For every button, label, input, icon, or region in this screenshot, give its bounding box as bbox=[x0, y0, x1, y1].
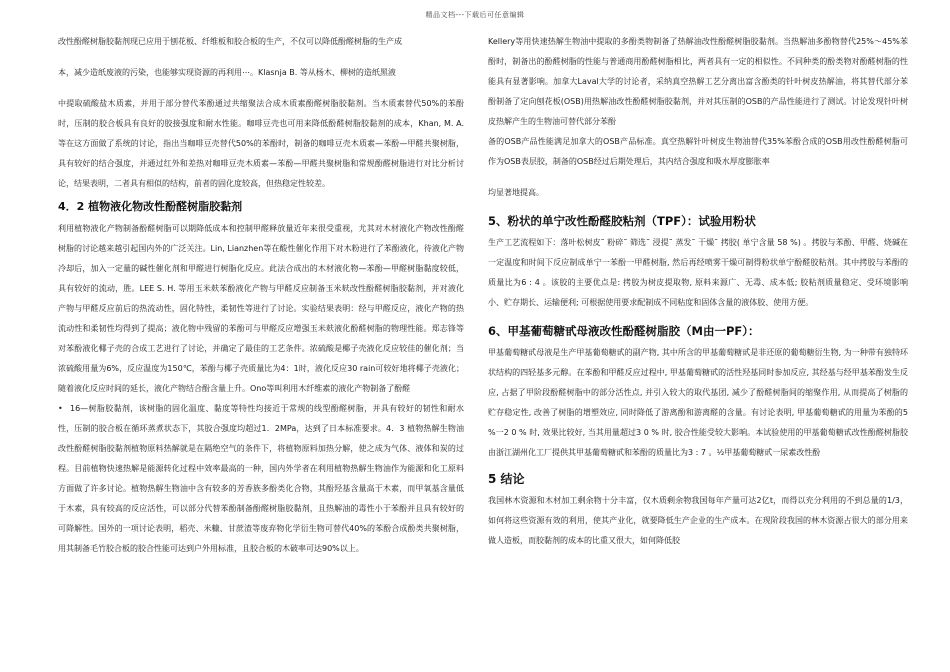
intro-paragraph-body: 中提取硫酸盐木质素，并用于部分替代苯酚通过共缩聚法合成木质素酚醛树脂胶黏剂。当木质素替代50%的苯酚时，压制的胶合板具有良好的胶接强度和耐水性能。咖啡豆壳也可用来降低酚醛树脂胶黏剂的成本，Khan, M. A. 等在这方面做了系统的讨论，指出当咖啡豆壳替代50%的苯酚时，制备的咖啡豆壳木质素—苯酚—甲醛共聚树脂，具有较好的结合强度，并通过红外和差热对咖啡豆壳木质素—苯酚—甲醛共聚树脂和常规酚醛树脂进行对比分析讨论，结果表明，二者具有相似的结构，前者的固化度较高，但热稳定性较差。 bbox=[58, 99, 464, 188]
intro-paragraph-line-2: 本，减少造纸废液的污染，也能够实现资源的再利用⋯。Klasnja B. 等从杨木、柳树的造纸黑液 bbox=[58, 68, 396, 77]
bullet-paragraph bbox=[58, 399, 464, 559]
bullet-mark: • bbox=[58, 404, 63, 413]
bullet-paragraph-text: 16—树脂胶黏剂，该树脂的固化温度、黏度等特性均接近于常规的线型酚醛树脂，并具有较好的韧性和耐水性，压制的胶合板在循环蒸煮状态下，其胶合强度均超过1．2MPa，达到了日本标准要求。4．3 植物热解生物油改性酚醛树脂胶黏剂植物原料热解就是在隔绝空气的条件下，将植物原料加热分解，使之成为气体、液体和炭的过程。目前植物快速热解是能源转化过程中效率最高的一种，国内外学者在利用植物热解生物油作为能源和化工原料方面做了许多讨论。植物热解生物油中含有较多的芳香族多酚类化合物，其酚羟基含量高于木素，而甲氧基含量低于木素，具有较高的反应活性，可以部分代替苯酚制备酚醛树脂胶黏剂，且热解油的毒性小于苯酚并且具有较好的可降解性。国外的一项讨论表明，稻壳、米糠、甘蔗渣等废弃物化学衍生物可替代40%的苯酚合成酚类共聚树脂，用其制备毛竹胶合板的胶合性能可达到户外用标准，且胶合板的木破率可达90%以上。 bbox=[58, 404, 464, 553]
section-6-mgpf-heading: 6、甲基葡萄糖甙母液改性酚醛树脂胶（M由一PF）： bbox=[488, 324, 760, 338]
osb-paragraph: 备的OSB产品性能满足加拿大的OSB产品标准。真空热解针叶树皮生物油替代35%苯酚合成的OSB用改性酚醛树脂可作为OSB表层胶，制备的OSB经过后期处理后，其内结合强度和吸水厚度膨胀率 bbox=[488, 137, 908, 166]
section-5-tpf-body: 生产工艺流程如下：落叶松树皮˜ 粉碎˜ 筛选˜ 浸提˜ 蒸发˜ 干燥˜ 拷胶( 单宁含量 58 %) 。拷胶与苯酚、甲醛、烧碱在一定温度和时间下反应制成单宁一苯酚一甲醛树脂, 然后再经喷雾干燥可制得粉状单宁酚醛胶粘剂。其中拷胶与苯酚的质量比为6 : 4 。该胶的主要优点是: 拷胶为树皮提取物, 原料来源广、无毒、成本低; 胶粘剂质量稳定、受环境影响小、贮存期长、运输便利; 可根据使用要求配制成不同粘度和固体含量的液体胶、使用方便。 bbox=[488, 238, 908, 307]
intro-paragraph-line-1: 改性酚醛树脂胶黏剂现已应用于刨花板、纤维板和胶合板的生产，不仅可以降低酚醛树脂的生产成 bbox=[58, 37, 402, 46]
right-column bbox=[488, 32, 908, 551]
left-column bbox=[58, 32, 464, 559]
section-6-mgpf-body: 甲基葡萄糖甙母液是生产甲基葡萄糖甙的副产物, 其中所含的甲基葡萄糖甙是非还原的葡萄糖衍生物, 为一种带有独特环状结构的四轻基多元醇。在苯酚和甲醛反应过程中, 甲基葡萄糖甙的活性羟基同时参加反应, 其经基与经甲基苯酚发生反应, 占据了甲阶段酚醛树脂中的部分活性点, 并引入较大的取代基团, 减少了酚醛树脂间的缩聚作用, 从而提高了树脂的贮存稳定性, 改善了树脂的增塑效应, 同时降低了游离酚和游离醛的含量。有讨论表明, 甲基葡萄糖甙的用量为苯酚的5 %一2 0 % 时, 效果比较好, 当其用量超过3 0 % 时, 胶合性能受较大影响。本试验使用的甲基葡萄糖甙改性酚醛树脂胶由浙江湖州化工厂提供其甲基葡萄糖甙和苯酚的质量比为3 : 7 。½甲基葡萄糖甙一尿素改性酚 bbox=[488, 348, 908, 457]
conclusion-body: 我国林木资源和木材加工剩余物十分丰富，仅木质剩余物我国每年产量可达2亿t，而得以充分利用的不到总量的1/3，如何将这些资源有效的利用，使其产业化，就要降低生产企业的生产成本。在现阶段我国的林木资源占很大的部分用来做人造板，而胶黏剂的成本的比重又很大，如何降低胶 bbox=[488, 496, 908, 545]
page-header: 精品文档---下载后可任意编辑 bbox=[425, 11, 525, 19]
right-intro-paragraph: Kellery等用快速热解生物油中提取的多酚类物制备了热解油改性酚醛树脂胶黏剂。当热解油多酚物替代25%～45%苯酚时，制备出的酚醛树脂的性能与普通商用酚醛树脂相比，两者具有一定的相似性。不同种类的酚类物对酚醛树脂的性能具有显著影响。加拿大Laval大学的讨论者，采纳真空热解工艺分离出富含酚类的针叶树皮热解油，将其替代部分苯酚制备了定向刨花板(OSB)用热解油改性酚醛树脂胶黏剂，并对其压制的OSB的产品性能进行了测试。讨论发现针叶树皮热解产生的生物油可替代部分苯酚 bbox=[488, 37, 908, 126]
section-4-2-body: 利用植物液化产物制备酚醛树脂可以期降低成本和控制甲醛释放量近年来很受重视，尤其对木材液化产物改性酚醛树脂的讨论越来越引起国内外的广泛关注。Lin, Lianzhen等在酸性催化作用下对木粉进行了苯酚液化，待液化产物冷却后，加入一定量的碱性催化剂和甲醛进行树脂化反应。此法合成出的木材液化物—苯酚—甲醛树脂黏度较低，具有较好的流动，胜。LEE S. H. 等用玉米麸苯酚液化产物与甲醛反应制备玉米麸改性酚醛树脂胶黏剂，并对液化产物与甲醛反应前后的热流动性，固化特性，柔韧性等进行了讨论。实验结果表明：经与甲醛反应，液化产物的热流动性和柔韧性均得到了提高；液化物中残留的苯酚可与甲醛反应增强玉米麸液化酚醛树脂的物理性能。郑志锋等对苯酚液化椰子壳的合成工艺进行了讨论，并确定了最佳的工艺条件。浓硫酸是椰子壳液化反应较佳的催化剂；当浓硫酸用量为6%，反应温度为150℃，苯酚与椰子壳质量比为4：1时，液化反应30 rain可较好地将椰子壳液化；随着液化反应时间的延长，液化产物结合酚含量上升。Ono等叫利用木纤维素的液化产物制备了酚醛 bbox=[58, 224, 464, 393]
section-5-tpf-heading: 5、粉状的单宁改性酚醛胶粘剂（TPF）：试验用粉状 bbox=[488, 214, 756, 228]
section-4-2-heading: 4．2 植物液化物改性酚醛树脂胶黏剂 bbox=[58, 200, 243, 213]
osb-paragraph-tail: 均显著地提高。 bbox=[488, 188, 544, 197]
conclusion-heading: 5 结论 bbox=[488, 472, 525, 486]
